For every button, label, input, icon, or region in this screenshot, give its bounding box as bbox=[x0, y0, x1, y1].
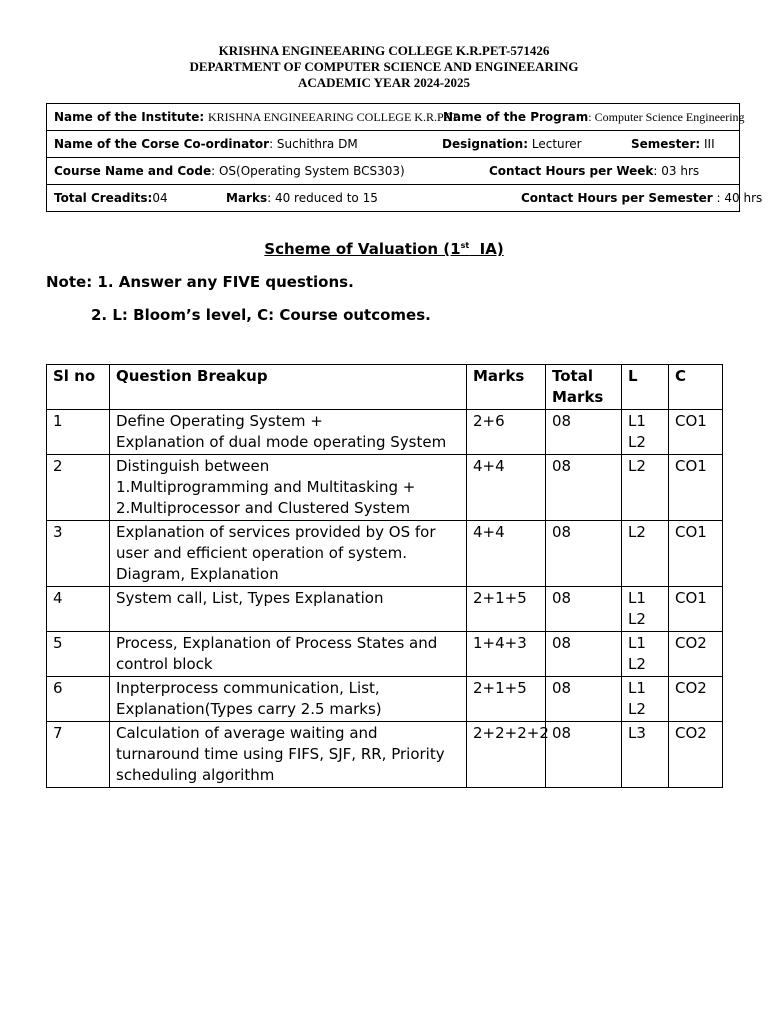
row-level bbox=[622, 587, 669, 632]
header-total-marks bbox=[546, 365, 622, 410]
credits-value: 04 bbox=[152, 191, 168, 205]
row-question bbox=[110, 632, 467, 677]
level-line: L1 bbox=[628, 634, 646, 652]
contact-semester-value: : 40 hrs bbox=[716, 191, 763, 205]
row-level bbox=[622, 521, 669, 587]
question-line: Distinguish between bbox=[116, 457, 270, 475]
question-line: 1.Multiprogramming and Multitasking + bbox=[116, 478, 416, 496]
row-question bbox=[110, 587, 467, 632]
semester-value: III bbox=[704, 137, 715, 151]
coordinator-label: Name of the Corse Co-ordinator bbox=[54, 137, 270, 151]
level-line: L2 bbox=[628, 523, 646, 541]
header-total-line2: Marks bbox=[552, 388, 604, 406]
level-line: L1 bbox=[628, 679, 646, 697]
question-line: turnaround time using FIFS, SJF, RR, Priority bbox=[116, 745, 445, 763]
program-label: Name of the Program bbox=[443, 110, 589, 124]
header-level: L bbox=[622, 365, 669, 410]
row-marks: 2+1+5 bbox=[467, 677, 546, 722]
row-sl: 7 bbox=[47, 722, 110, 788]
row-sl: 2 bbox=[47, 455, 110, 521]
course-value: : OS(Operating System BCS303) bbox=[211, 164, 405, 178]
row-sl: 1 bbox=[47, 410, 110, 455]
header-sl-no: Sl no bbox=[47, 365, 110, 410]
info-row-coordinator bbox=[47, 131, 740, 158]
department-name: DEPARTMENT OF COMPUTER SCIENCE AND ENGINEEARING bbox=[189, 59, 579, 74]
row-total: 08 bbox=[546, 677, 622, 722]
question-line: Inpterprocess communication, List, bbox=[116, 679, 380, 697]
row-question bbox=[110, 410, 467, 455]
credits-label: Total Creadits: bbox=[54, 191, 153, 205]
header-marks: Marks bbox=[467, 365, 546, 410]
level-line: L2 bbox=[628, 433, 646, 451]
row-sl: 5 bbox=[47, 632, 110, 677]
row-marks: 4+4 bbox=[467, 521, 546, 587]
row-total: 08 bbox=[546, 587, 622, 632]
table-row bbox=[47, 722, 723, 788]
row-outcome: CO2 bbox=[669, 677, 723, 722]
row-question bbox=[110, 722, 467, 788]
row-outcome: CO1 bbox=[669, 455, 723, 521]
note-2: 2. L: Bloom’s level, C: Course outcomes. bbox=[91, 306, 431, 324]
level-line: L2 bbox=[628, 700, 646, 718]
table-row bbox=[47, 410, 723, 455]
row-question bbox=[110, 455, 467, 521]
row-marks: 2+6 bbox=[467, 410, 546, 455]
row-level bbox=[622, 677, 669, 722]
marks-label: Marks bbox=[226, 191, 268, 205]
institute-label: Name of the Institute: bbox=[54, 110, 205, 124]
level-line: L2 bbox=[628, 610, 646, 628]
table-row bbox=[47, 587, 723, 632]
question-line: Diagram, Explanation bbox=[116, 565, 279, 583]
course-info-table bbox=[46, 103, 763, 212]
document-header bbox=[0, 43, 768, 91]
row-level bbox=[622, 632, 669, 677]
table-row bbox=[47, 677, 723, 722]
question-line: Explanation(Types carry 2.5 marks) bbox=[116, 700, 382, 718]
semester-label: Semester: bbox=[631, 137, 701, 151]
level-line: L2 bbox=[628, 457, 646, 475]
academic-year: ACADEMIC YEAR 2024-2025 bbox=[297, 75, 471, 90]
contact-week-label: Contact Hours per Week bbox=[489, 164, 654, 178]
question-line: Explanation of dual mode operating System bbox=[116, 433, 447, 451]
row-total: 08 bbox=[546, 455, 622, 521]
row-outcome: CO1 bbox=[669, 587, 723, 632]
program-value: : Computer Science Engineering bbox=[588, 110, 745, 124]
table-row bbox=[47, 455, 723, 521]
row-level bbox=[622, 455, 669, 521]
question-line: Define Operating System + bbox=[116, 412, 323, 430]
question-line: System call, List, Types Explanation bbox=[116, 589, 384, 607]
row-question bbox=[110, 521, 467, 587]
college-name: KRISHNA ENGINEEARING COLLEGE K.R.PET-571426 bbox=[218, 43, 550, 58]
row-level bbox=[622, 410, 669, 455]
row-total: 08 bbox=[546, 722, 622, 788]
row-marks: 1+4+3 bbox=[467, 632, 546, 677]
row-marks: 2+2+2+2 bbox=[467, 722, 546, 788]
designation-label: Designation: bbox=[442, 137, 529, 151]
row-outcome: CO2 bbox=[669, 632, 723, 677]
info-row-credits bbox=[47, 185, 763, 212]
scheme-title bbox=[0, 240, 768, 258]
scheme-title-prefix: Scheme of Valuation (1 bbox=[264, 240, 461, 258]
level-line: L3 bbox=[628, 724, 646, 742]
info-row-course bbox=[47, 158, 740, 185]
scheme-title-suffix: IA) bbox=[469, 240, 504, 258]
level-line: L1 bbox=[628, 589, 646, 607]
header-outcome: C bbox=[669, 365, 723, 410]
header-question: Question Breakup bbox=[110, 365, 467, 410]
designation-value: Lecturer bbox=[531, 137, 582, 151]
row-total: 08 bbox=[546, 410, 622, 455]
question-line: user and efficient operation of system. bbox=[116, 544, 408, 562]
info-row-institute bbox=[47, 104, 745, 131]
contact-week-value: : 03 hrs bbox=[653, 164, 700, 178]
course-label: Course Name and Code bbox=[54, 164, 212, 178]
row-sl: 4 bbox=[47, 587, 110, 632]
row-total: 08 bbox=[546, 521, 622, 587]
table-header-row bbox=[47, 365, 723, 410]
row-outcome: CO1 bbox=[669, 521, 723, 587]
valuation-table bbox=[46, 364, 723, 788]
question-line: control block bbox=[116, 655, 213, 673]
level-line: L2 bbox=[628, 655, 646, 673]
row-total: 08 bbox=[546, 632, 622, 677]
row-marks: 2+1+5 bbox=[467, 587, 546, 632]
table-row bbox=[47, 632, 723, 677]
coordinator-value: : Suchithra DM bbox=[269, 137, 358, 151]
contact-semester-label: Contact Hours per Semester bbox=[521, 191, 713, 205]
row-sl: 6 bbox=[47, 677, 110, 722]
scheme-title-sup: st bbox=[460, 241, 470, 250]
row-question bbox=[110, 677, 467, 722]
row-level bbox=[622, 722, 669, 788]
question-line: Explanation of services provided by OS for bbox=[116, 523, 436, 541]
row-marks: 4+4 bbox=[467, 455, 546, 521]
table-row bbox=[47, 521, 723, 587]
question-line: Calculation of average waiting and bbox=[116, 724, 378, 742]
question-line: scheduling algorithm bbox=[116, 766, 275, 784]
row-outcome: CO2 bbox=[669, 722, 723, 788]
level-line: L1 bbox=[628, 412, 646, 430]
marks-value: : 40 reduced to 15 bbox=[267, 191, 378, 205]
row-sl: 3 bbox=[47, 521, 110, 587]
row-outcome: CO1 bbox=[669, 410, 723, 455]
institute-value: KRISHNA ENGINEEARING COLLEGE K.R.PET bbox=[207, 110, 459, 124]
question-line: 2.Multiprocessor and Clustered System bbox=[116, 499, 411, 517]
header-total-line1: Total bbox=[552, 367, 593, 385]
question-line: Process, Explanation of Process States and bbox=[116, 634, 438, 652]
note-1: Note: 1. Answer any FIVE questions. bbox=[46, 273, 354, 291]
